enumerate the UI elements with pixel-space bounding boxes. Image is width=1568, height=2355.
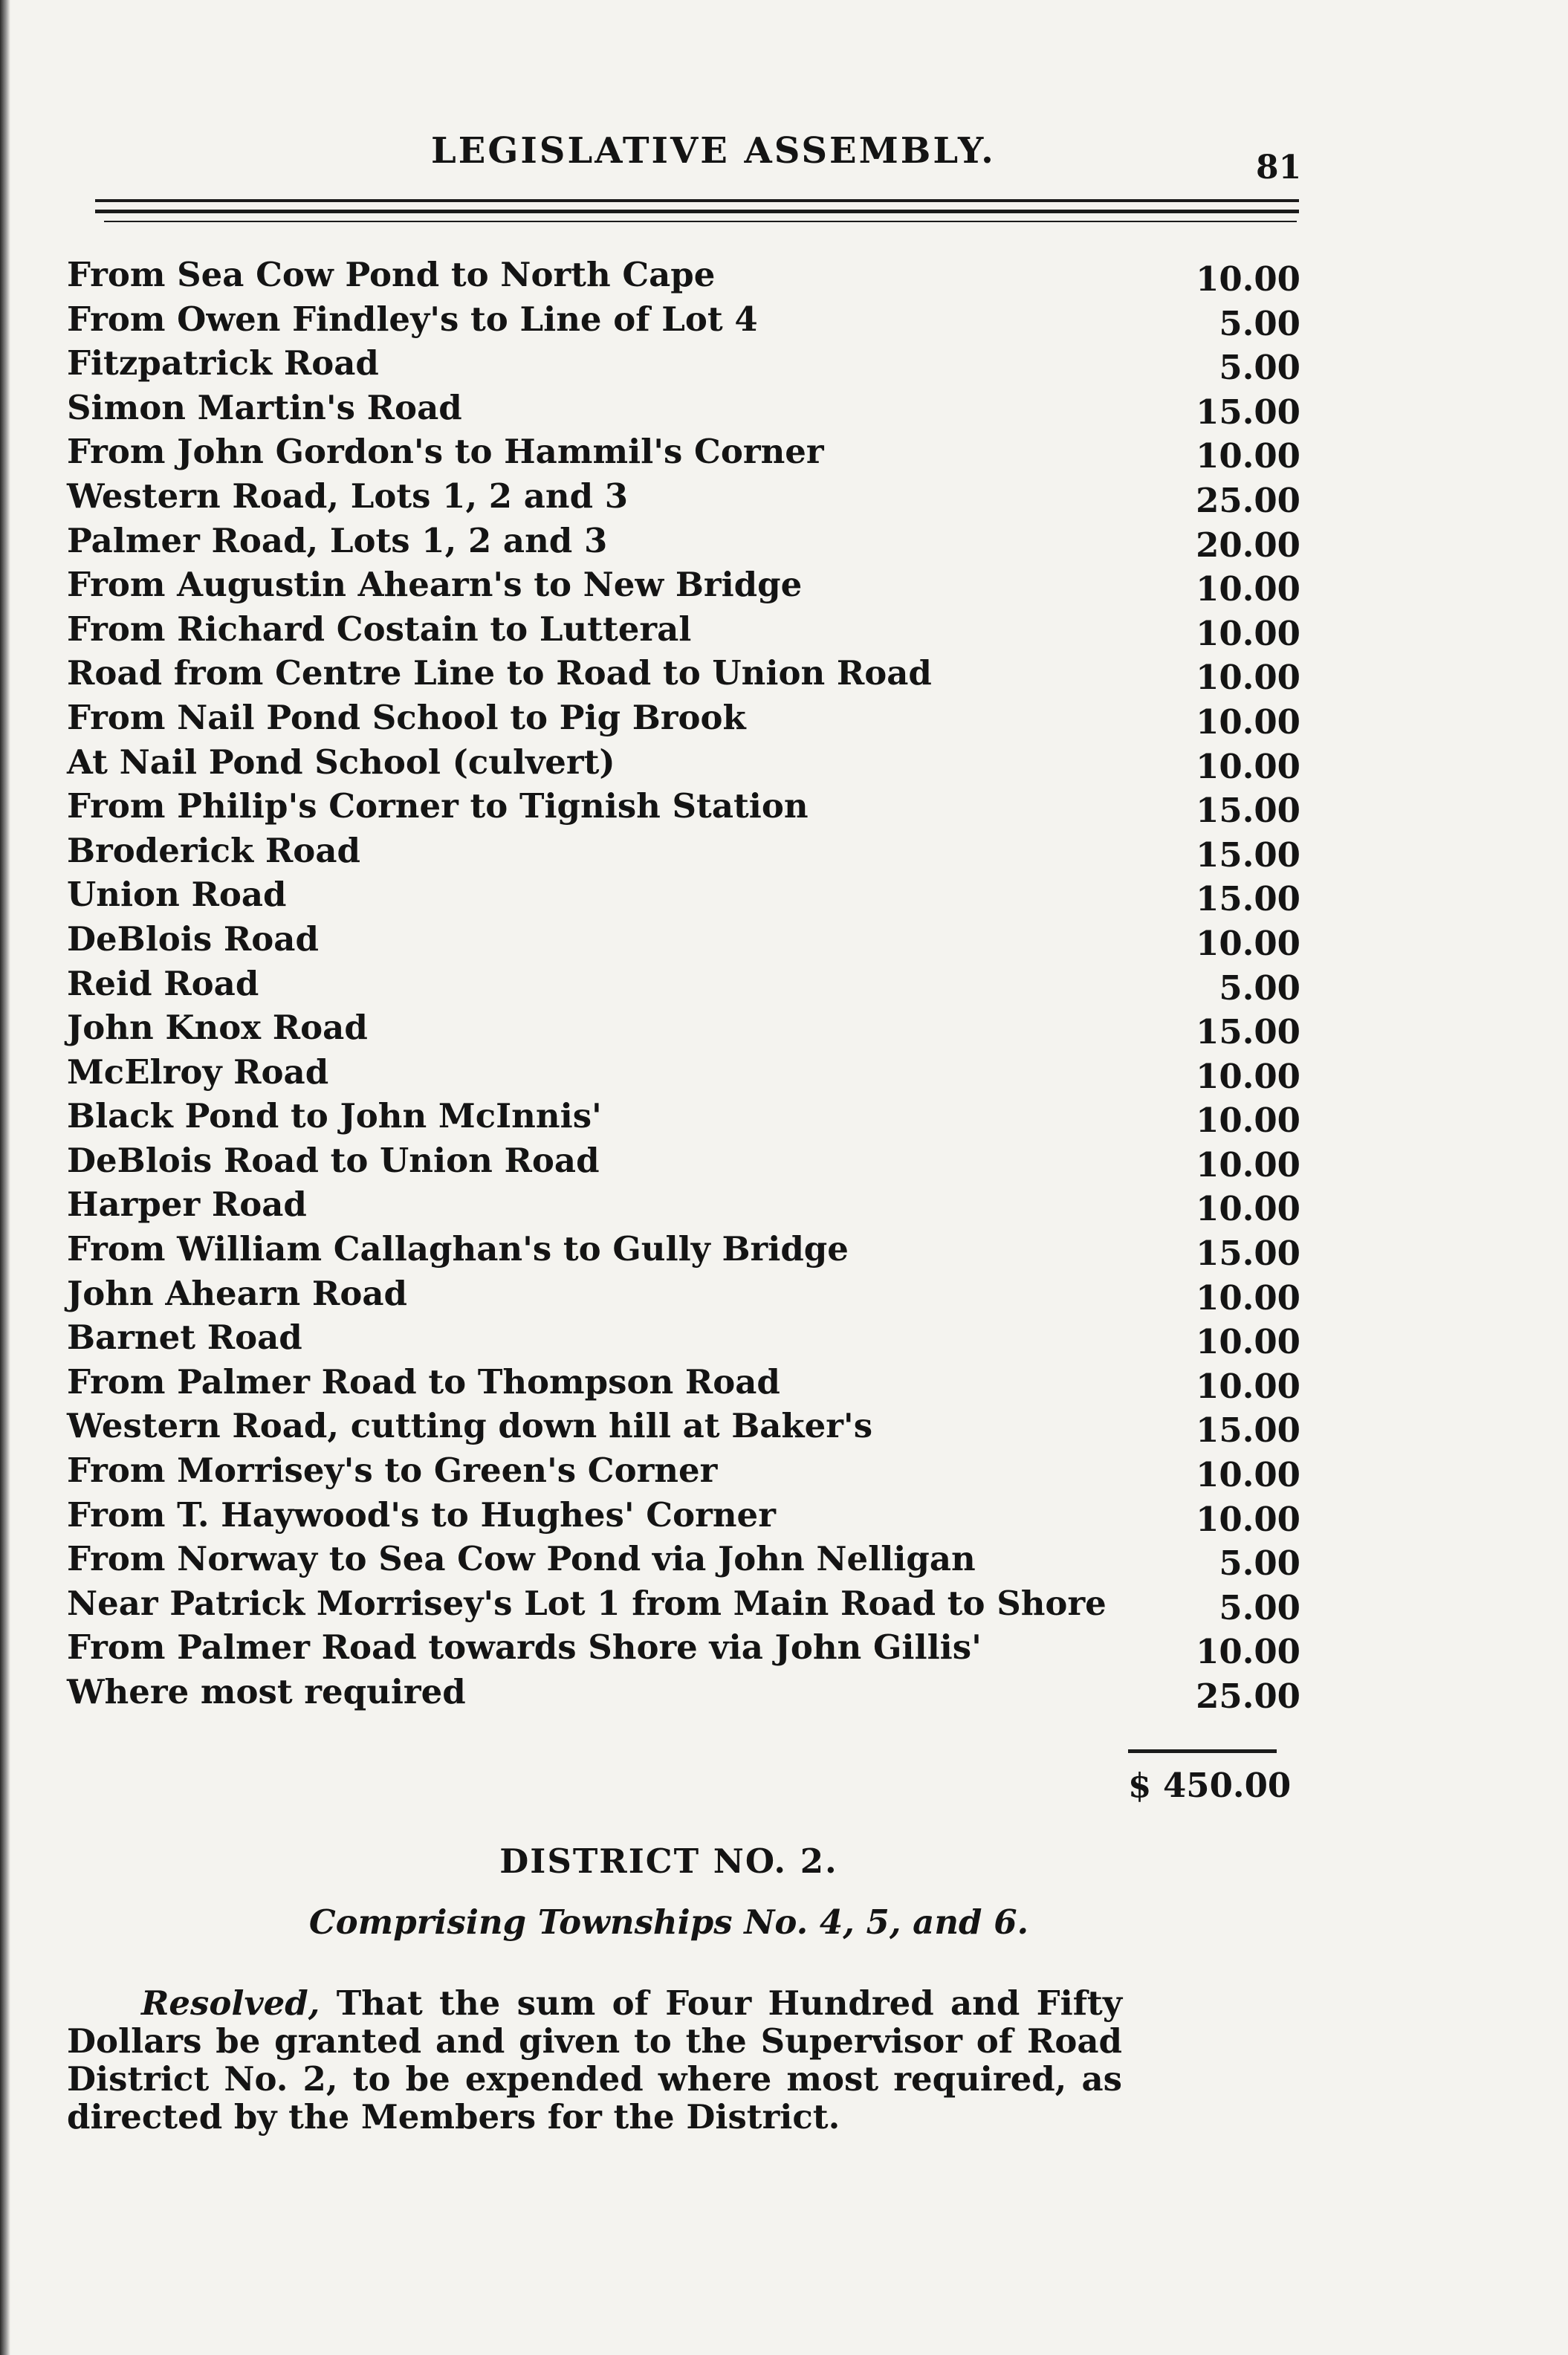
appropriation-name: Union Road bbox=[67, 875, 287, 915]
appropriation-row bbox=[67, 386, 1300, 430]
appropriation-name: From Philip's Corner to Tignish Station bbox=[67, 786, 809, 826]
appropriation-amount: 25.00 bbox=[1196, 480, 1300, 520]
appropriation-amount: 5.00 bbox=[1219, 303, 1300, 343]
appropriation-name: Western Road, cutting down hill at Baker's bbox=[67, 1406, 873, 1446]
appropriation-row bbox=[67, 917, 1300, 962]
appropriation-amount: 15.00 bbox=[1196, 879, 1300, 919]
district-subheading: Comprising Townships No. 4, 5, and 6. bbox=[308, 1902, 1029, 1942]
appropriation-row bbox=[67, 519, 1300, 563]
district-heading: DISTRICT NO. 2. bbox=[499, 1841, 838, 1881]
appropriations-list bbox=[67, 253, 1300, 1714]
appropriation-amount: 25.00 bbox=[1196, 1677, 1300, 1716]
appropriation-name: Near Patrick Morrisey's Lot 1 from Main Road to Shore bbox=[67, 1583, 1107, 1623]
appropriation-name: Simon Martin's Road bbox=[67, 387, 462, 427]
appropriation-name: At Nail Pond School (culvert) bbox=[67, 742, 615, 782]
appropriation-row bbox=[67, 1581, 1300, 1626]
resolution-paragraph bbox=[67, 1984, 1122, 2136]
appropriation-name: From T. Haywood's to Hughes' Corner bbox=[67, 1494, 776, 1535]
appropriation-row bbox=[67, 253, 1300, 297]
appropriation-amount: 10.00 bbox=[1196, 746, 1300, 786]
appropriation-row bbox=[67, 1493, 1300, 1538]
appropriation-name: From Nail Pond School to Pig Brook bbox=[67, 697, 746, 737]
appropriation-name: Where most required bbox=[67, 1672, 466, 1711]
appropriation-amount: 10.00 bbox=[1196, 613, 1300, 653]
appropriation-amount: 15.00 bbox=[1196, 1410, 1300, 1451]
appropriation-amount: 10.00 bbox=[1196, 569, 1300, 609]
appropriation-row bbox=[67, 563, 1300, 607]
appropriation-row bbox=[67, 430, 1300, 474]
appropriation-row bbox=[67, 1138, 1300, 1183]
appropriation-amount: 10.00 bbox=[1196, 923, 1300, 963]
appropriation-amount: 5.00 bbox=[1219, 348, 1300, 388]
appropriation-name: From Morrisey's to Green's Corner bbox=[67, 1451, 718, 1491]
appropriation-amount: 10.00 bbox=[1196, 1056, 1300, 1096]
appropriation-name: Western Road, Lots 1, 2 and 3 bbox=[67, 476, 629, 516]
appropriation-row bbox=[67, 607, 1300, 652]
appropriation-amount: 10.00 bbox=[1196, 1189, 1300, 1229]
header-rule-top bbox=[95, 199, 1299, 202]
appropriation-amount: 5.00 bbox=[1219, 1587, 1300, 1627]
currency-symbol: $ bbox=[1128, 1766, 1152, 1805]
appropriation-amount: 15.00 bbox=[1196, 1012, 1300, 1052]
appropriation-amount: 10.00 bbox=[1196, 1455, 1300, 1495]
appropriation-name: From Augustin Ahearn's to New Bridge bbox=[67, 565, 803, 605]
appropriation-amount: 20.00 bbox=[1196, 525, 1300, 565]
appropriation-name: From Norway to Sea Cow Pond via John Nelligan bbox=[67, 1539, 976, 1579]
appropriation-amount: 15.00 bbox=[1196, 791, 1300, 831]
appropriation-name: From Richard Costain to Lutteral bbox=[67, 609, 692, 649]
appropriation-amount: 10.00 bbox=[1196, 1366, 1300, 1406]
appropriation-row bbox=[67, 1005, 1300, 1050]
appropriation-name: From John Gordon's to Hammil's Corner bbox=[67, 432, 824, 472]
appropriation-row bbox=[67, 696, 1300, 740]
appropriation-name: DeBlois Road to Union Road bbox=[67, 1140, 600, 1180]
appropriation-row bbox=[67, 341, 1300, 386]
appropriation-row bbox=[67, 1404, 1300, 1451]
appropriation-name: Broderick Road bbox=[67, 830, 360, 870]
appropriation-amount: 5.00 bbox=[1219, 1543, 1300, 1584]
appropriation-row bbox=[67, 1537, 1300, 1584]
appropriation-amount: 15.00 bbox=[1196, 835, 1300, 875]
appropriation-row bbox=[67, 962, 1300, 1006]
running-head: LEGISLATIVE ASSEMBLY. bbox=[431, 130, 996, 172]
appropriation-amount: 10.00 bbox=[1196, 259, 1300, 299]
appropriation-row bbox=[67, 1315, 1300, 1360]
appropriation-row bbox=[67, 740, 1300, 785]
header-rule-middle bbox=[95, 210, 1299, 213]
total-rule bbox=[1128, 1749, 1277, 1753]
appropriation-amount: 10.00 bbox=[1196, 1277, 1300, 1318]
appropriation-name: Fitzpatrick Road bbox=[67, 343, 379, 383]
appropriation-name: John Knox Road bbox=[67, 1008, 368, 1048]
appropriation-amount: 10.00 bbox=[1196, 1101, 1300, 1141]
appropriation-name: Reid Road bbox=[67, 963, 259, 1003]
appropriation-row bbox=[67, 1272, 1300, 1316]
appropriation-row bbox=[67, 1448, 1300, 1493]
appropriation-name: McElroy Road bbox=[67, 1052, 329, 1092]
appropriation-name: Road from Centre Line to Road to Union Road bbox=[67, 653, 932, 693]
appropriation-name: Black Pond to John McInnis' bbox=[67, 1096, 602, 1136]
appropriation-row bbox=[67, 474, 1300, 519]
appropriation-row bbox=[67, 872, 1300, 917]
appropriation-row bbox=[67, 297, 1300, 342]
resolution-text: That the sum of Four Hundred and Fifty Dollars be granted and given to the Supervisor of Road District No. 2, to be expended where most required, as directed by the Members for the District. bbox=[67, 1983, 1122, 2137]
appropriation-name: From William Callaghan's to Gully Bridge bbox=[67, 1229, 849, 1269]
appropriation-row bbox=[67, 1182, 1300, 1227]
appropriation-amount: 10.00 bbox=[1196, 1499, 1300, 1539]
total-amount bbox=[1128, 1766, 1292, 1805]
scan-binding-edge bbox=[0, 0, 10, 2355]
appropriation-row bbox=[67, 1360, 1300, 1405]
appropriation-amount: 15.00 bbox=[1196, 392, 1300, 432]
appropriation-amount: 10.00 bbox=[1196, 658, 1300, 698]
appropriation-amount: 10.00 bbox=[1196, 1632, 1300, 1672]
appropriation-name: From Sea Cow Pond to North Cape bbox=[67, 255, 716, 294]
appropriation-amount: 15.00 bbox=[1196, 1234, 1300, 1274]
appropriation-name: Harper Road bbox=[67, 1185, 307, 1225]
appropriation-name: John Ahearn Road bbox=[67, 1273, 407, 1313]
appropriation-amount: 10.00 bbox=[1196, 1144, 1300, 1185]
appropriation-row bbox=[67, 829, 1300, 873]
appropriation-name: From Palmer Road to Thompson Road bbox=[67, 1361, 780, 1402]
appropriation-amount: 5.00 bbox=[1219, 968, 1300, 1008]
page-number: 81 bbox=[1256, 149, 1302, 187]
appropriation-name: From Palmer Road towards Shore via John Gillis' bbox=[67, 1627, 982, 1668]
appropriation-amount: 10.00 bbox=[1196, 1322, 1300, 1362]
appropriation-row bbox=[67, 1094, 1300, 1141]
appropriation-row bbox=[67, 1625, 1300, 1670]
appropriation-name: Palmer Road, Lots 1, 2 and 3 bbox=[67, 520, 608, 560]
total-value: 450.00 bbox=[1162, 1766, 1292, 1805]
appropriation-name: Barnet Road bbox=[67, 1318, 302, 1358]
appropriation-name: DeBlois Road bbox=[67, 919, 319, 959]
appropriation-name: From Owen Findley's to Line of Lot 4 bbox=[67, 299, 758, 339]
appropriation-amount: 10.00 bbox=[1196, 436, 1300, 476]
appropriation-row bbox=[67, 1050, 1300, 1095]
appropriation-row bbox=[67, 784, 1300, 829]
appropriation-row bbox=[67, 651, 1300, 696]
appropriation-row bbox=[67, 1670, 1300, 1714]
appropriation-row bbox=[67, 1227, 1300, 1272]
resolution-lead: Resolved, bbox=[141, 1983, 320, 2023]
header-rule-bottom bbox=[104, 221, 1297, 222]
appropriation-amount: 10.00 bbox=[1196, 702, 1300, 742]
